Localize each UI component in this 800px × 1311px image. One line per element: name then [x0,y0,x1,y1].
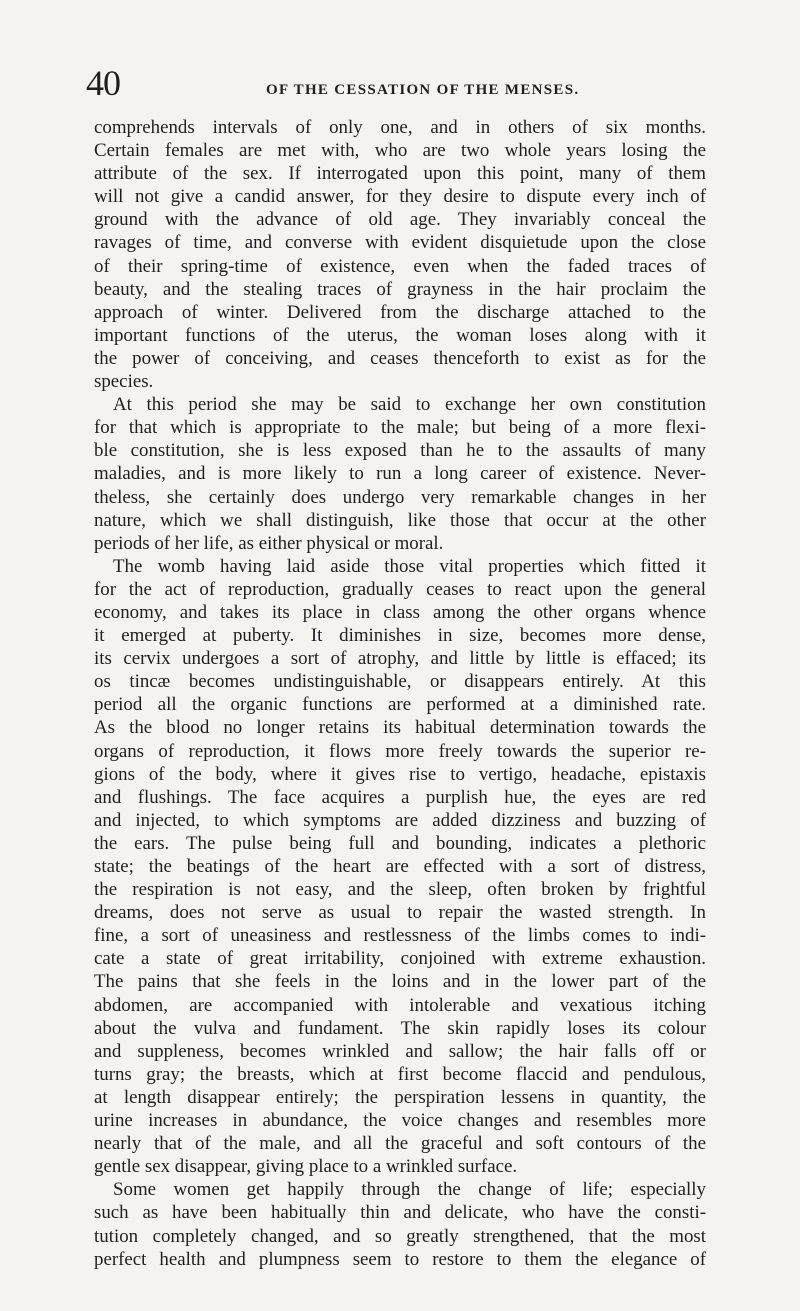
text-line: state; the beatings of the heart are effected with a sort of distress, [94,856,706,877]
text-line: os tincæ becomes undistinguishable, or disappears entirely. At this [94,671,706,693]
text-line: its cervix undergoes a sort of atrophy, and little by little is effaced; its [94,648,706,670]
text-line: it emerged at puberty. It diminishes in size, becomes more dense, [94,625,706,647]
text-line: Certain females are met with, who are two whole years losing the [94,140,706,162]
text-line: beauty, and the stealing traces of grayness in the hair proclaim the [94,278,706,300]
page-number: 40 [86,63,120,103]
text-line: ground with the advance of old age. They invariably conceal the [94,209,706,231]
text-line: such as have been habitually thin and delicate, who have the consti- [94,1202,706,1224]
text-line: ble constitution, she is less exposed than he to the assaults of many [94,440,706,462]
text-line: ravages of time, and converse with evident disquietude upon the close [94,232,706,254]
text-line: for the act of reproduction, gradually ceases to react upon the general [94,578,706,600]
text-line: dreams, does not serve as usual to repair the wasted strength. In [94,902,706,924]
text-line: the respiration is not easy, and the sleep, often broken by frightful [94,879,706,901]
text-line: the ears. The pulse being full and bounding, indicates a plethoric [94,832,706,854]
text-line: The pains that she feels in the loins and in the lower part of the [94,971,706,993]
text-line: organs of reproduction, it flows more freely towards the superior re- [94,740,706,762]
text-line: maladies, and is more likely to run a long career of existence. Never- [94,463,706,485]
text-line: gentle sex disappear, giving place to a wrinkled surface. [94,1156,518,1178]
text-line: periods of her life, as either physical or moral. [94,532,444,554]
text-line: nearly that of the male, and all the graceful and soft contours of the [94,1133,706,1155]
text-line: abdomen, are accompanied with intolerable and vexatious itching [94,994,706,1016]
text-line: of their spring-time of existence, even when the faded traces of [94,255,706,277]
text-line: gions of the body, where it gives rise to vertigo, headache, epistaxis [94,763,706,785]
text-line: tution completely changed, and so greatly strengthened, that the most [94,1225,706,1247]
text-line: will not give a candid answer, for they desire to dispute every inch of [94,186,706,208]
text-line: comprehends intervals of only one, and in others of six months. [94,117,706,138]
text-line: attribute of the sex. If interrogated upon this point, many of them [94,163,706,185]
text-line: At this period she may be said to exchange her own constitution [113,394,706,416]
body-text [94,116,706,1271]
text-line: perfect health and plumpness seem to restore to them the elegance of [94,1248,706,1270]
text-line: period all the organic functions are performed at a diminished rate. [94,694,706,716]
text-line: turns gray; the breasts, which at first become flaccid and pendulous, [94,1063,706,1085]
text-line: economy, and takes its place in class among the other organs whence [94,601,706,623]
text-line: and flushings. The face acquires a purplish hue, the eyes are red [94,786,706,808]
text-line: at length disappear entirely; the perspiration lessens in quantity, the [94,1086,706,1108]
text-line: theless, she certainly does undergo very remarkable changes in her [94,486,706,508]
text-line: cate a state of great irritability, conjoined with extreme exhaustion. [94,948,706,970]
text-line: As the blood no longer retains its habitual determination towards the [94,717,706,739]
text-line: about the vulva and fundament. The skin rapidly loses its colour [94,1017,706,1039]
text-line: The womb having laid aside those vital properties which fitted it [113,555,706,577]
text-line: and suppleness, becomes wrinkled and sallow; the hair falls off or [94,1040,706,1062]
text-line: species. [94,371,154,393]
text-line: the power of conceiving, and ceases thenceforth to exist as for the [94,347,706,369]
text-line: for that which is appropriate to the male; but being of a more flexi- [94,417,706,439]
running-title: OF THE CESSATION OF THE MENSES. [266,82,580,98]
text-line: and injected, to which symptoms are added dizziness and buzzing of [94,809,706,831]
text-line: important functions of the uterus, the woman loses along with it [94,324,706,346]
text-line: approach of winter. Delivered from the discharge attached to the [94,301,706,323]
text-line: nature, which we shall distinguish, like those that occur at the other [94,509,706,531]
text-line: Some women get happily through the change of life; especially [113,1179,706,1201]
text-line: urine increases in abundance, the voice changes and resembles more [94,1110,706,1132]
text-line: fine, a sort of uneasiness and restlessness of the limbs comes to indi- [94,925,706,947]
